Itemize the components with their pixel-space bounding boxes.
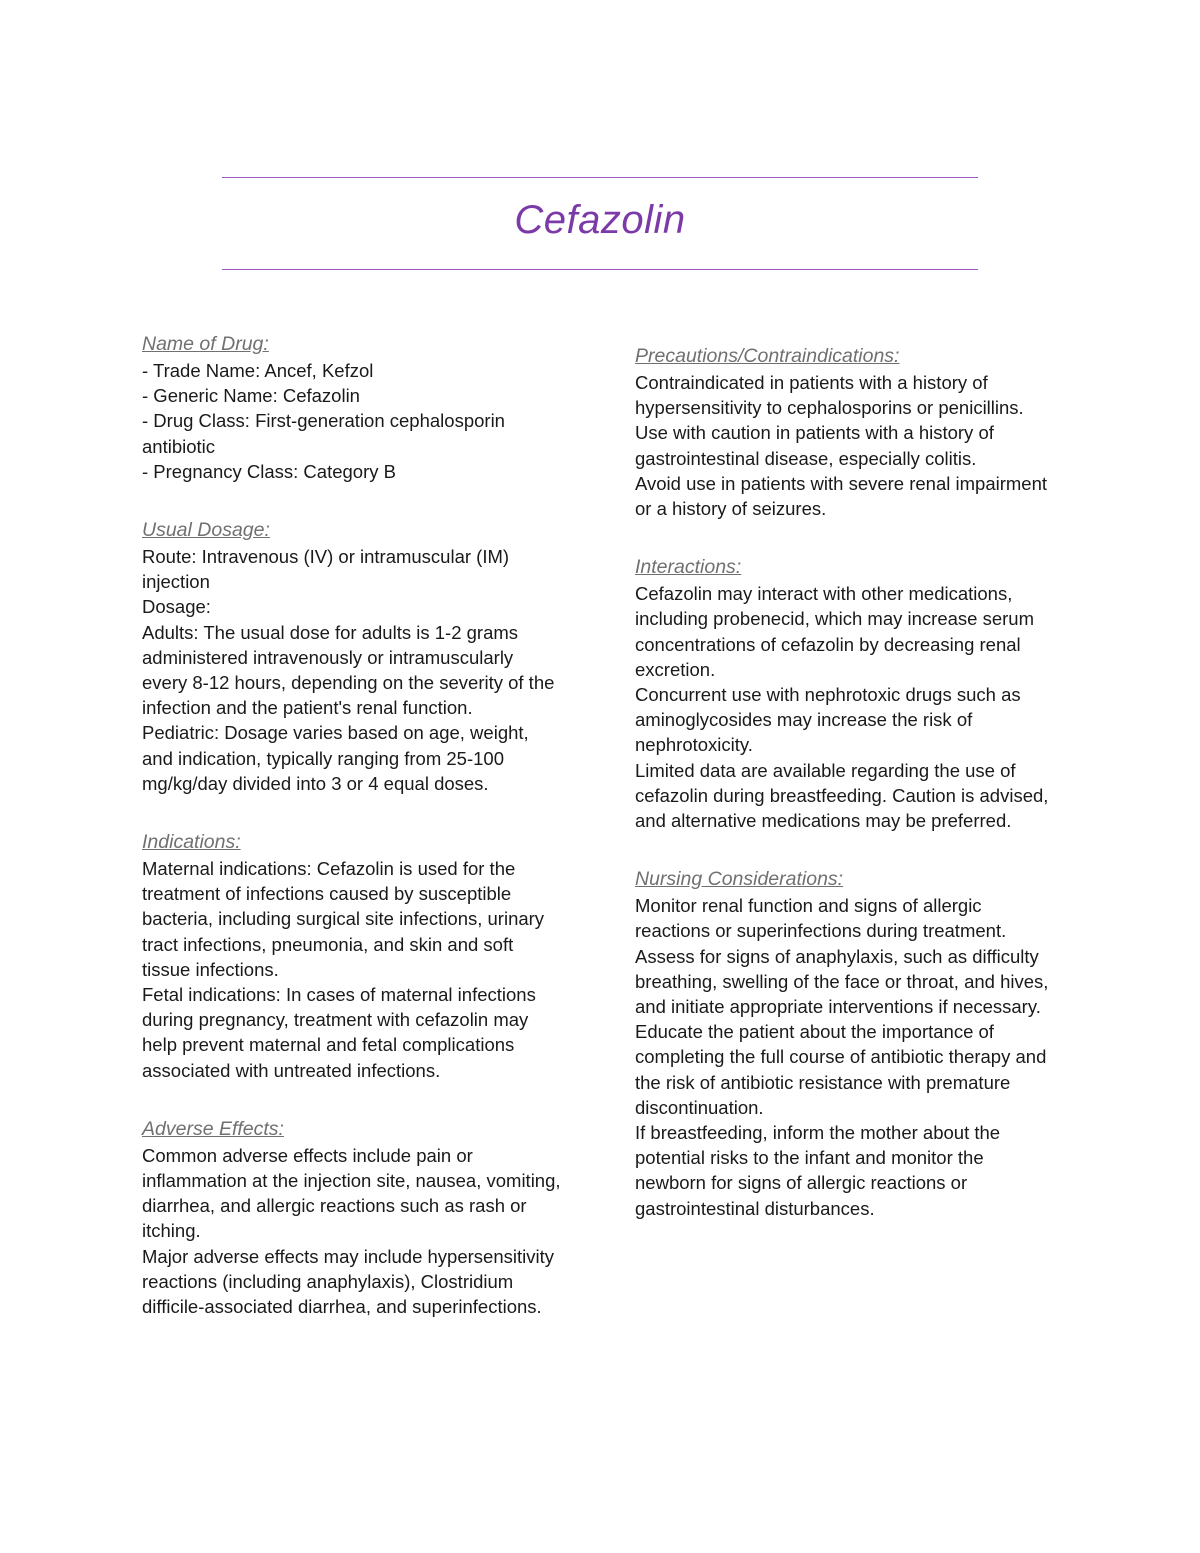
section-line: Monitor renal function and signs of allergic reactions or superinfections during treatment. (635, 895, 1007, 942)
section-heading: Interactions: (635, 556, 742, 579)
section-line: Adults: The usual dose for adults is 1-2 grams administered intravenously or intramuscularly every 8-12 hours, depending on the severity of the infection and the patient's renal function. (142, 621, 555, 719)
section-line: - Generic Name: Cefazolin (142, 385, 360, 407)
section-heading: Precautions/Contraindications: (635, 345, 900, 367)
section-line: - Drug Class: First-generation cephalosporin antibiotic (142, 410, 505, 457)
section-line: Dosage: (142, 596, 211, 618)
title-rule-top (222, 177, 978, 178)
title-rule-bottom (222, 269, 978, 270)
section-line: Use with caution in patients with a history of gastrointestinal disease, especially colitis. (635, 422, 994, 469)
right-column (635, 343, 1055, 1254)
section-heading: Nursing Considerations: (635, 868, 844, 891)
section-heading: Usual Dosage: (142, 519, 270, 542)
section-line: Educate the patient about the importance of completing the full course of antibiotic therapy and the risk of antibiotic resistance with premature discontinuation. (635, 1021, 1047, 1118)
section-line: Route: Intravenous (IV) or intramuscular (IM) injection (142, 546, 510, 593)
page-title: Cefazolin (514, 198, 686, 242)
section-heading: Adverse Effects: (142, 1117, 284, 1140)
section-heading: Name of Drug: (142, 333, 269, 355)
section-line: Concurrent use with nephrotoxic drugs such as aminoglycosides may increase the risk of nephrotoxicity. (635, 684, 1021, 756)
section-line: Contraindicated in patients with a history of hypersensitivity to cephalosporins or penicillins. (635, 372, 1024, 419)
section-line: Assess for signs of anaphylaxis, such as difficulty breathing, swelling of the face or throat, and hives, and initiate appropriate interventions if necessary. (635, 945, 1049, 1018)
section-name-of-drug (142, 331, 562, 484)
section-line: - Trade Name: Ancef, Kefzol (142, 360, 374, 381)
section-line: Limited data are available regarding the use of cefazolin during breastfeeding. Caution is advised, and alternative medications may be preferred. (635, 759, 1049, 832)
section-adverse-effects (142, 1116, 562, 1319)
section-line: If breastfeeding, inform the mother about the potential risks to the infant and monitor the newborn for signs of allergic reactions or gastrointestinal disturbances. (635, 1122, 1001, 1219)
section-interactions (635, 554, 1055, 833)
section-heading: Indications: (142, 831, 241, 854)
section-line: Pediatric: Dosage varies based on age, weight, and indication, typically ranging from 25-100 mg/kg/day divided into 3 or 4 equal doses. (142, 722, 529, 794)
section-line: Avoid use in patients with severe renal impairment or a history of seizures. (635, 472, 1048, 520)
section-line: Common adverse effects include pain or inflammation at the injection site, nausea, vomiting, diarrhea, and allergic reactions such as rash or itching. (142, 1144, 561, 1242)
left-column (142, 331, 562, 1352)
section-line: Fetal indications: In cases of maternal infections during pregnancy, treatment with cefazolin may help prevent maternal and fetal complications associated with untreated infections. (142, 984, 536, 1081)
section-line: Major adverse effects may include hypersensitivity reactions (including anaphylaxis), Clostridium difficile-associated diarrhea, and superinfections. (142, 1245, 554, 1318)
section-line: - Pregnancy Class: Category B (142, 460, 396, 482)
section-indications (142, 829, 562, 1083)
section-line: Cefazolin may interact with other medications, including probenecid, which may increase serum concentrations of cefazolin by decreasing renal excretion. (635, 583, 1034, 680)
section-usual-dosage (142, 517, 562, 796)
section-line: Maternal indications: Cefazolin is used for the treatment of infections caused by susceptible bacteria, including surgical site infections, urinary tract infections, pneumonia, and skin and soft tissue infections. (142, 858, 545, 980)
section-precautions (635, 343, 1055, 521)
section-nursing-considerations (635, 866, 1055, 1221)
